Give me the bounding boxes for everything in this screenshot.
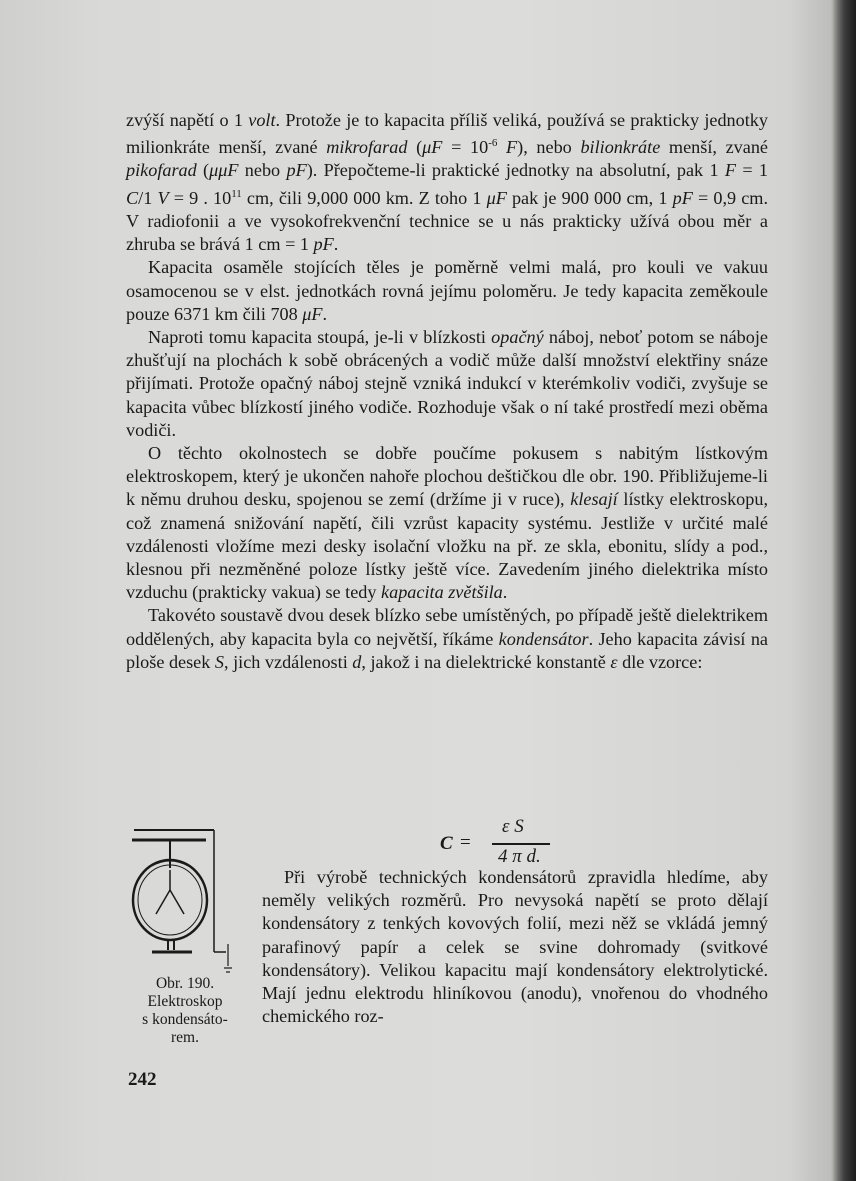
text-run: = 10 — [442, 137, 489, 158]
paragraph — [126, 604, 768, 674]
text-run: . — [502, 582, 508, 603]
text-run: Naproti tomu kapacita stoupá, je-li v blízkosti — [148, 326, 492, 347]
electroscope-drawing — [128, 826, 238, 976]
italic-term: bilionkráte — [580, 137, 661, 158]
italic-term: kapacita zvětšila — [381, 582, 503, 603]
text-run: cm, čili 9,000 000 km. Z toho 1 — [241, 187, 487, 208]
italic-term: F — [506, 137, 518, 158]
caption-line: Obr. 190. — [155, 975, 215, 992]
italic-term: klesají — [570, 489, 618, 510]
italic-term: μF — [422, 137, 443, 158]
formula-equals: = — [460, 832, 471, 853]
italic-term: pF — [672, 187, 693, 208]
italic-term: μF — [486, 187, 507, 208]
text-run: Takovéto soustavě dvou desek blízko sebe umístěných, po případě ještě dielektrikem oddělených, aby kapacita byla co největší, říkáme — [126, 605, 768, 649]
formula-denominator — [498, 846, 541, 868]
book-spine-shadow — [832, 0, 856, 1181]
text-run: = 9 . 10 — [168, 187, 232, 208]
caption-line: Elektroskop — [147, 993, 223, 1010]
text-run: ( — [196, 160, 210, 181]
italic-term: pF — [286, 160, 307, 181]
left-leaf — [156, 890, 170, 914]
text-run: 11 — [231, 187, 242, 200]
text-run: , jakož i na dielektrické konstantě — [361, 651, 611, 672]
text-run: -6 — [488, 137, 498, 150]
paragraph — [126, 442, 768, 604]
right-leaf — [170, 890, 184, 914]
text-run: menší, zvané — [660, 137, 768, 158]
wrapped-text-block — [262, 866, 768, 1028]
italic-term: d — [352, 651, 362, 672]
text-run: pak je 900 000 cm, 1 — [506, 187, 673, 208]
text-run: náboj, neboť potom se náboje zhušťují na plochách k sobě obrácených a vodič může další množství elektřiny snáze přijímati. Protože opačný náboj stejně vzniká indukcí v kterémkoliv vodiči, zvyšuje se kapacita vůbec blízkostí jiného vodiče. Rozhoduje však o ní také prostředí mezi oběma vodiči. — [126, 326, 768, 440]
italic-term: μF — [302, 303, 323, 324]
italic-term: kondensátor — [498, 628, 589, 649]
text-run: /1 — [138, 187, 158, 208]
page-number: 242 — [128, 1069, 157, 1090]
italic-term: S — [214, 651, 224, 672]
capacitance-formula — [440, 816, 600, 870]
text-run: . Protože je to kapacita příliš veliká, používá se prakticky jednotky milionkráte menší, zvané — [126, 110, 768, 158]
text-run: dle vzorce: — [617, 651, 703, 672]
paragraph — [126, 256, 768, 326]
italic-term: ε — [610, 651, 618, 672]
italic-term: mikrofarad — [326, 137, 408, 158]
text-run: . Jeho kapacita závisí na ploše desek — [126, 628, 768, 672]
electroscope-figure — [128, 826, 238, 976]
formula-denominator-text: 4 π d — [498, 846, 537, 867]
text-run: . — [333, 234, 339, 255]
caption-line: rem. — [171, 1029, 199, 1046]
formula-numerator: ε S — [502, 816, 524, 837]
text-run: ). Přepočteme-li praktické jednotky na absolutní, pak 1 — [306, 160, 725, 181]
italic-term: μμF — [209, 160, 239, 181]
italic-term: pF — [313, 234, 334, 255]
figure-caption — [126, 975, 244, 1047]
text-run: ), nebo — [517, 137, 581, 158]
caption-line: s kondensáto- — [142, 1011, 228, 1028]
paragraph — [126, 109, 768, 256]
text-run: , jich vzdálenosti — [224, 651, 353, 672]
italic-term: volt — [248, 110, 276, 130]
text-run: ( — [407, 137, 423, 158]
text-run: = 0,9 cm. V radiofonii a ve vysokofrekvenční technice se u nás prakticky užívá obou měr a zhruba se brává 1 cm = 1 — [126, 187, 768, 255]
text-run: . — [322, 303, 328, 324]
formula-end-dot: . — [536, 846, 541, 867]
italic-term: F — [724, 160, 736, 181]
text-run: O těchto okolnostech se dobře poučíme pokusem s nabitým lístkovým elektroskopem, který je ukončen nahoře plochou deštičkou dle obr. 190. Přibližujeme-li k němu druhou desku, spojenou se zemí (držíme ji v ruce), — [126, 442, 768, 510]
text-run: = 1 — [736, 160, 768, 181]
text-run: Kapacita osaměle stojících těles je poměrně velmi malá, pro kouli ve vakuu osamocenou se v elst. jednotkách rovná jejímu poloměru. Je tedy kapacita zeměkoule pouze 6371 km čili 708 — [126, 257, 768, 324]
text-run — [497, 137, 506, 157]
main-text-block — [126, 109, 768, 674]
formula-lhs: C — [440, 833, 453, 854]
text-run: lístky elektroskopu, což znamená snižování napětí, čili vzrůst kapacity systému. Jestliže v určité malé vzdálenosti vložíme mezi desky isolační vložku na př. ze skla, ebonitu, slídy a pod., klesnou při nezměněné poloze lístky ještě více. Zavedením jiného dielektrika místo vzduchu (prakticky vakua) se tedy — [126, 489, 769, 603]
italic-term: C — [126, 187, 139, 208]
italic-term: pikofarad — [126, 160, 197, 181]
paragraph — [262, 866, 768, 1028]
text-run: Při výrobě technických kondensátorů zpravidla hledíme, aby neměly velikých rozměrů. Pro nevysoká napětí se proto dělají kondensátory z tenkých kovových folií, mezi něž se vkládá jemný parafinový papír a celek se svine dohromady (svitkové kondensátory). Velikou kapacitu mají kondensátory elektrolytické. Mají jednu elektrodu hliníkovou (anodu), vnořenou do vhodného chemického roz- — [262, 867, 768, 1027]
text-run: zvýší napětí o 1 — [126, 110, 249, 130]
italic-term: opačný — [491, 326, 544, 347]
italic-term: V — [157, 187, 169, 208]
text-run: nebo — [238, 160, 287, 181]
formula-fraction-bar — [492, 843, 550, 845]
paragraph — [126, 326, 768, 442]
